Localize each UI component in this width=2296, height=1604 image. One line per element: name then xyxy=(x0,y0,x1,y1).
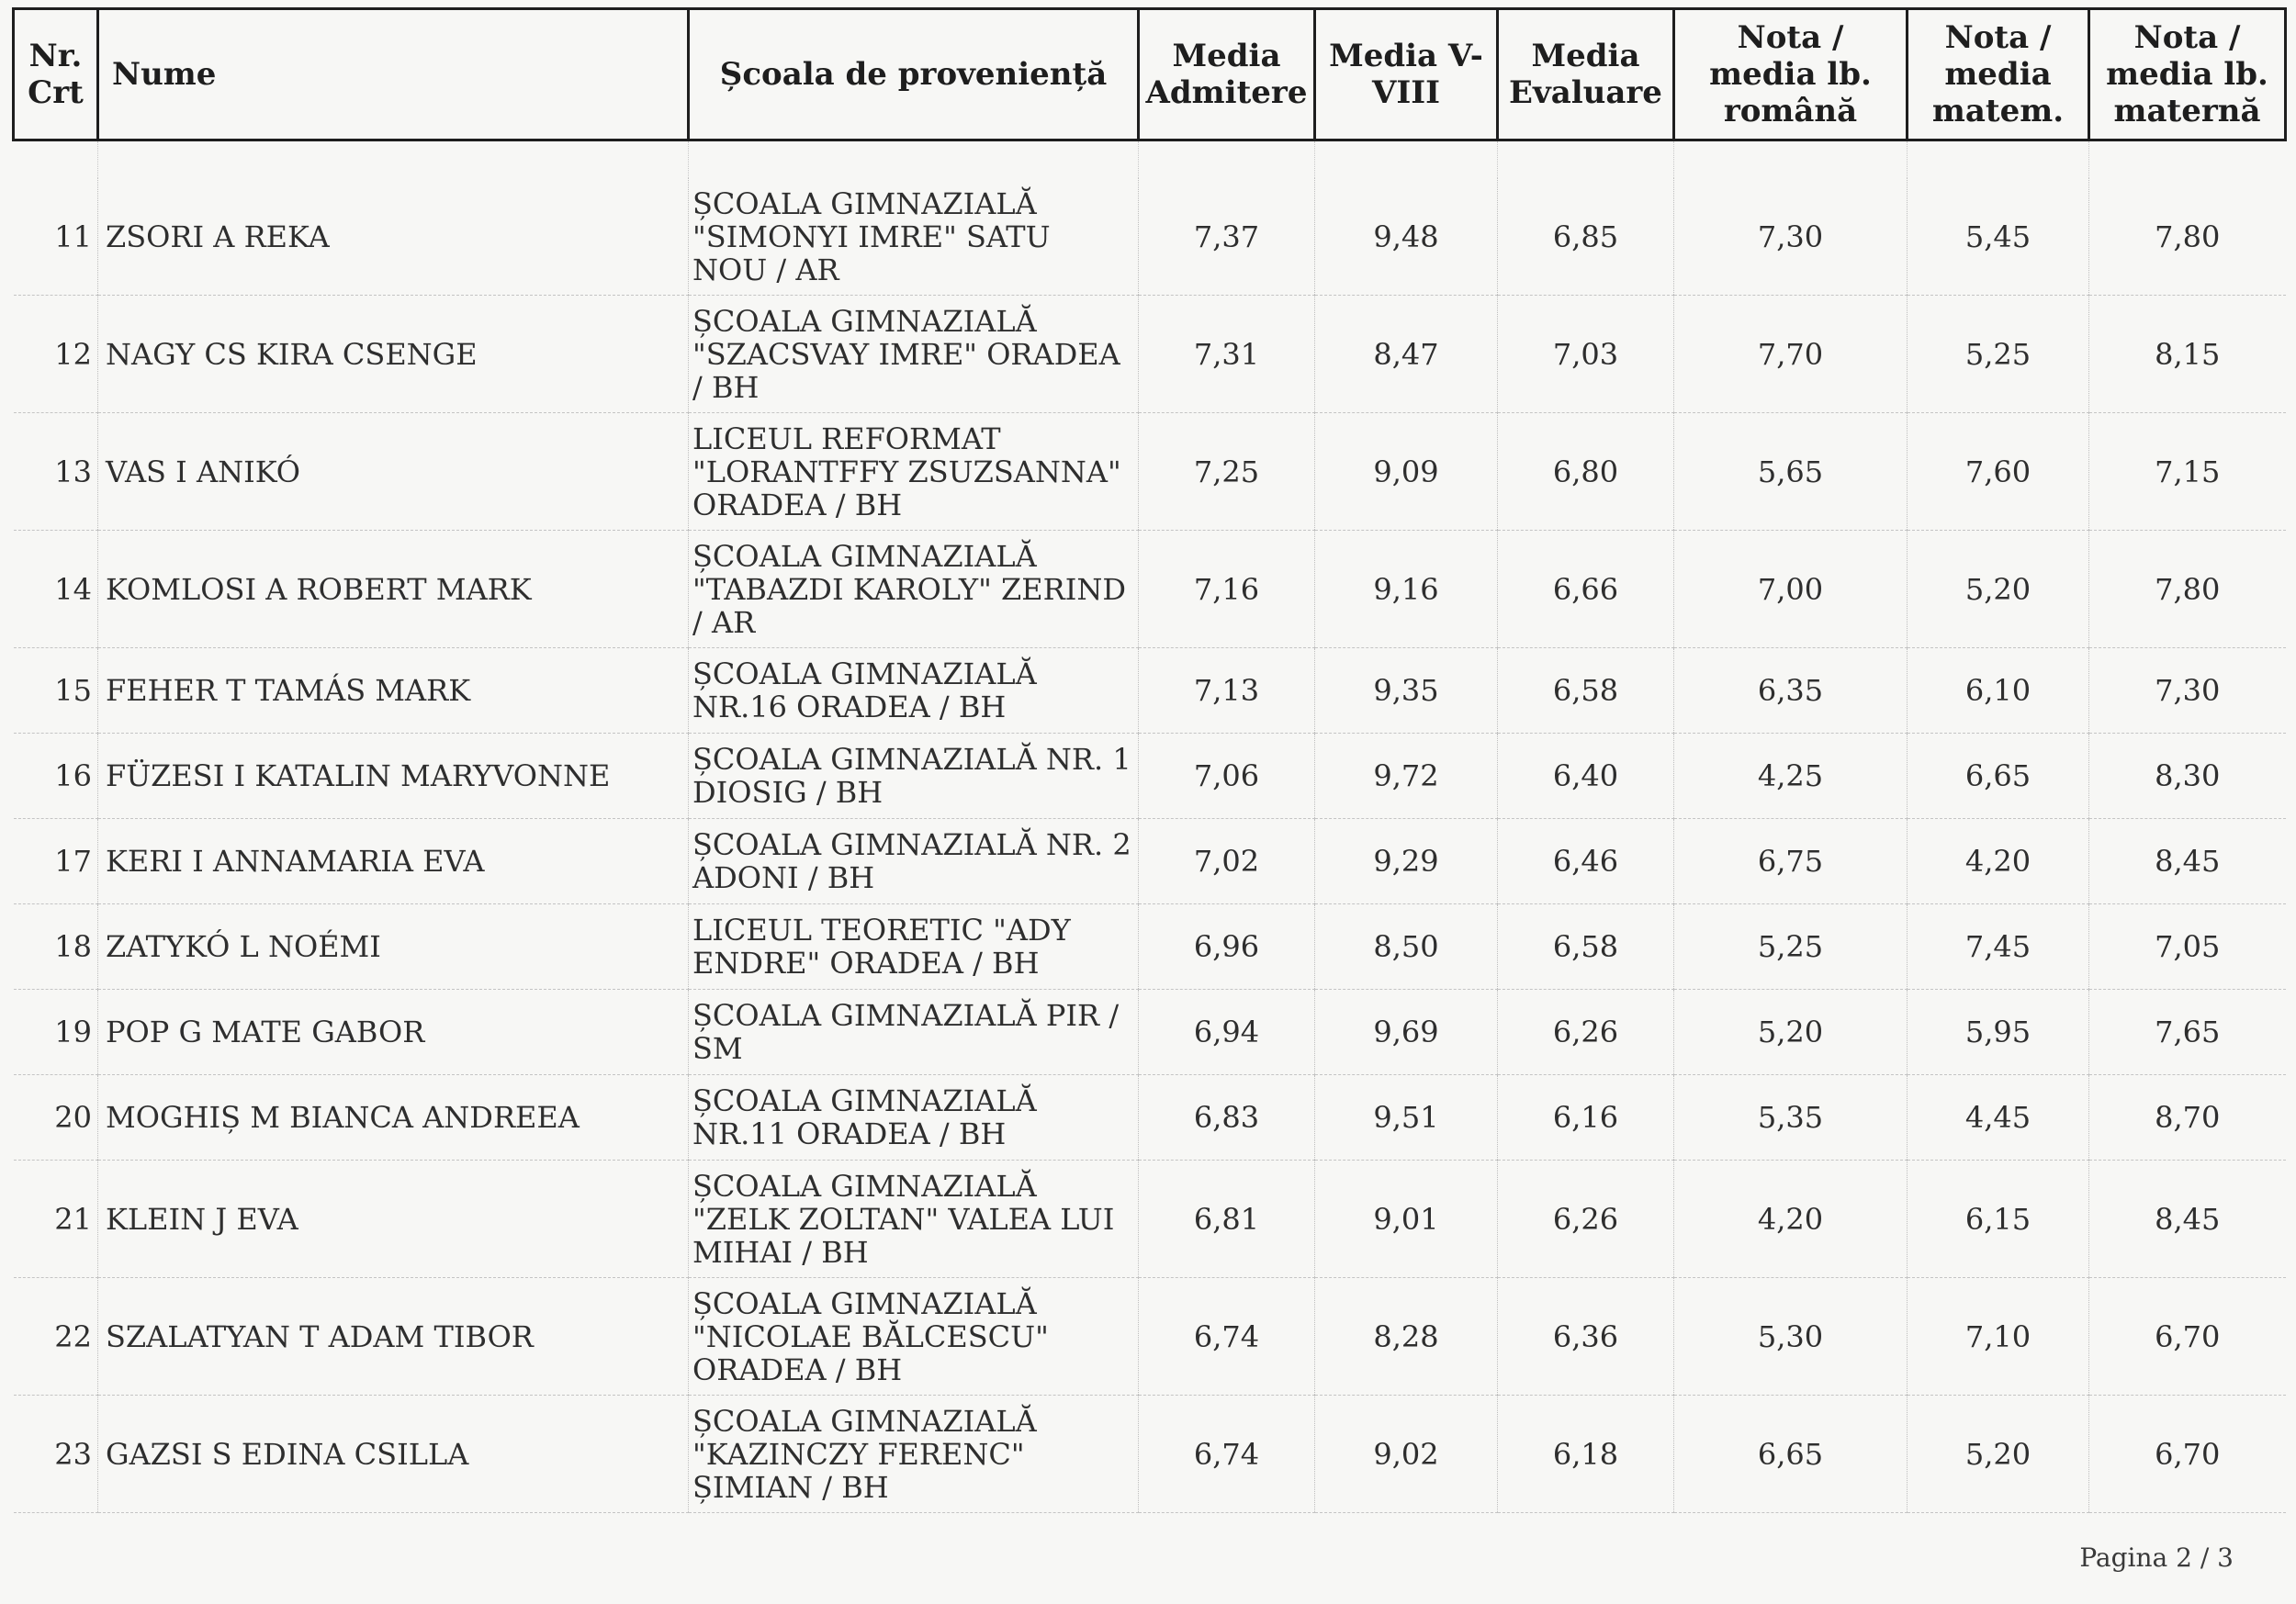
cell-media-admitere: 7,31 xyxy=(1139,296,1315,413)
cell-media-v-viii: 8,28 xyxy=(1315,1278,1498,1396)
cell-nota-materna: 7,05 xyxy=(2089,904,2286,990)
cell-media-evaluare: 6,26 xyxy=(1498,1161,1674,1278)
cell-nr: 14 xyxy=(14,531,98,648)
cell-nota-matem: 6,10 xyxy=(1908,648,2089,734)
cell-nota-materna: 7,80 xyxy=(2089,178,2286,296)
cell-scoala: ȘCOALA GIMNAZIALĂ NR. 1 DIOSIG / BH xyxy=(689,734,1139,819)
cell-media-v-viii: 9,48 xyxy=(1315,178,1498,296)
cell-nume: ZSORI A REKA xyxy=(98,178,689,296)
cell-nota-materna: 6,70 xyxy=(2089,1278,2286,1396)
cell-nota-matem: 7,60 xyxy=(1908,413,2089,531)
cell-nr: 11 xyxy=(14,178,98,296)
cell-nota-materna: 7,30 xyxy=(2089,648,2286,734)
cell-nr: 16 xyxy=(14,734,98,819)
cell-nr: 18 xyxy=(14,904,98,990)
cell-nota-matem: 5,20 xyxy=(1908,1396,2089,1513)
cell-scoala: LICEUL REFORMAT "LORANTFFY ZSUZSANNA" ORADEA / BH xyxy=(689,413,1139,531)
cell-nota-romana: 5,25 xyxy=(1674,904,1908,990)
cell-nota-matem: 5,20 xyxy=(1908,531,2089,648)
cell-media-v-viii: 9,16 xyxy=(1315,531,1498,648)
cell-media-admitere: 6,96 xyxy=(1139,904,1315,990)
cell-nota-matem: 6,15 xyxy=(1908,1161,2089,1278)
table-row xyxy=(14,819,2286,904)
table-row xyxy=(14,734,2286,819)
cell-scoala: ȘCOALA GIMNAZIALĂ NR.11 ORADEA / BH xyxy=(689,1075,1139,1161)
cell-nr: 13 xyxy=(14,413,98,531)
cell-nota-matem: 7,45 xyxy=(1908,904,2089,990)
cell-nota-romana: 7,00 xyxy=(1674,531,1908,648)
cell-media-v-viii: 9,51 xyxy=(1315,1075,1498,1161)
header-nota-romana: Nota / media lb. română xyxy=(1674,9,1908,140)
cell-media-v-viii: 9,29 xyxy=(1315,819,1498,904)
cell-scoala: ȘCOALA GIMNAZIALĂ PIR / SM xyxy=(689,990,1139,1075)
cell-nume: KERI I ANNAMARIA EVA xyxy=(98,819,689,904)
cell-media-evaluare: 6,36 xyxy=(1498,1278,1674,1396)
cell-nota-matem: 7,10 xyxy=(1908,1278,2089,1396)
table-header xyxy=(14,9,2286,140)
cell-scoala: ȘCOALA GIMNAZIALĂ "ZELK ZOLTAN" VALEA LUI MIHAI / BH xyxy=(689,1161,1139,1278)
header-nume: Nume xyxy=(98,9,689,140)
cell-scoala: ȘCOALA GIMNAZIALĂ "SZACSVAY IMRE" ORADEA / BH xyxy=(689,296,1139,413)
cell-nr: 20 xyxy=(14,1075,98,1161)
cell-nota-materna: 8,15 xyxy=(2089,296,2286,413)
header-nr: Nr. Crt xyxy=(14,9,98,140)
table-row xyxy=(14,1075,2286,1161)
header-media-admitere: Media Admitere xyxy=(1139,9,1315,140)
header-media-v-viii: Media V-VIII xyxy=(1315,9,1498,140)
cell-nota-romana: 5,65 xyxy=(1674,413,1908,531)
cell-media-evaluare: 6,40 xyxy=(1498,734,1674,819)
cell-media-v-viii: 9,01 xyxy=(1315,1161,1498,1278)
cell-nr: 22 xyxy=(14,1278,98,1396)
cell-nota-romana: 4,25 xyxy=(1674,734,1908,819)
cell-media-evaluare: 6,85 xyxy=(1498,178,1674,296)
cell-media-evaluare: 6,46 xyxy=(1498,819,1674,904)
cell-media-admitere: 7,13 xyxy=(1139,648,1315,734)
cell-nota-materna: 8,70 xyxy=(2089,1075,2286,1161)
cell-nota-materna: 6,70 xyxy=(2089,1396,2286,1513)
cell-media-v-viii: 8,47 xyxy=(1315,296,1498,413)
table-row xyxy=(14,1161,2286,1278)
cell-nume: MOGHIȘ M BIANCA ANDREEA xyxy=(98,1075,689,1161)
cell-scoala: ȘCOALA GIMNAZIALĂ "TABAZDI KAROLY" ZERIND / AR xyxy=(689,531,1139,648)
cell-nume: KLEIN J EVA xyxy=(98,1161,689,1278)
cell-media-admitere: 6,83 xyxy=(1139,1075,1315,1161)
cell-nota-materna: 8,45 xyxy=(2089,1161,2286,1278)
cell-nume: GAZSI S EDINA CSILLA xyxy=(98,1396,689,1513)
cell-nota-matem: 5,95 xyxy=(1908,990,2089,1075)
cell-nota-matem: 4,45 xyxy=(1908,1075,2089,1161)
cell-media-admitere: 7,06 xyxy=(1139,734,1315,819)
table-body xyxy=(14,140,2286,1513)
header-media-evaluare: Media Evaluare xyxy=(1498,9,1674,140)
cell-nota-romana: 6,65 xyxy=(1674,1396,1908,1513)
cell-media-v-viii: 8,50 xyxy=(1315,904,1498,990)
cell-nota-romana: 6,35 xyxy=(1674,648,1908,734)
cell-scoala: ȘCOALA GIMNAZIALĂ "KAZINCZY FERENC" ȘIMIAN / BH xyxy=(689,1396,1139,1513)
cell-nota-romana: 5,35 xyxy=(1674,1075,1908,1161)
page-number: Pagina 2 / 3 xyxy=(2079,1542,2234,1573)
table-row xyxy=(14,178,2286,296)
cell-scoala: ȘCOALA GIMNAZIALĂ "NICOLAE BĂLCESCU" ORADEA / BH xyxy=(689,1278,1139,1396)
cell-nume: VAS I ANIKÓ xyxy=(98,413,689,531)
cell-media-evaluare: 7,03 xyxy=(1498,296,1674,413)
cell-nota-materna: 7,15 xyxy=(2089,413,2286,531)
cell-scoala: ȘCOALA GIMNAZIALĂ NR. 2 ADONI / BH xyxy=(689,819,1139,904)
cell-media-v-viii: 9,69 xyxy=(1315,990,1498,1075)
results-table xyxy=(12,7,2287,1513)
table-row xyxy=(14,413,2286,531)
cell-nume: FEHER T TAMÁS MARK xyxy=(98,648,689,734)
cell-nota-matem: 5,25 xyxy=(1908,296,2089,413)
cell-nota-matem: 5,45 xyxy=(1908,178,2089,296)
cell-nota-romana: 7,30 xyxy=(1674,178,1908,296)
cell-scoala: ȘCOALA GIMNAZIALĂ NR.16 ORADEA / BH xyxy=(689,648,1139,734)
cell-nota-matem: 6,65 xyxy=(1908,734,2089,819)
cell-nota-romana: 4,20 xyxy=(1674,1161,1908,1278)
cell-media-admitere: 7,02 xyxy=(1139,819,1315,904)
cell-nume: FÜZESI I KATALIN MARYVONNE xyxy=(98,734,689,819)
cell-nota-materna: 8,45 xyxy=(2089,819,2286,904)
cell-nume: POP G MATE GABOR xyxy=(98,990,689,1075)
cell-media-v-viii: 9,02 xyxy=(1315,1396,1498,1513)
cell-media-admitere: 6,74 xyxy=(1139,1396,1315,1513)
cell-nota-romana: 5,30 xyxy=(1674,1278,1908,1396)
cell-media-evaluare: 6,80 xyxy=(1498,413,1674,531)
cell-nr: 21 xyxy=(14,1161,98,1278)
cell-nr: 23 xyxy=(14,1396,98,1513)
cell-media-admitere: 7,25 xyxy=(1139,413,1315,531)
cell-nume: NAGY CS KIRA CSENGE xyxy=(98,296,689,413)
cell-media-evaluare: 6,18 xyxy=(1498,1396,1674,1513)
header-nota-materna: Nota / media lb. maternă xyxy=(2089,9,2286,140)
header-nota-matem: Nota / media matem. xyxy=(1908,9,2089,140)
table-row xyxy=(14,1396,2286,1513)
cell-nume: SZALATYAN T ADAM TIBOR xyxy=(98,1278,689,1396)
table-row xyxy=(14,990,2286,1075)
cell-nota-materna: 7,65 xyxy=(2089,990,2286,1075)
table-row xyxy=(14,904,2286,990)
cell-media-evaluare: 6,16 xyxy=(1498,1075,1674,1161)
cell-media-admitere: 6,74 xyxy=(1139,1278,1315,1396)
cell-media-evaluare: 6,26 xyxy=(1498,990,1674,1075)
cell-nota-romana: 5,20 xyxy=(1674,990,1908,1075)
cell-scoala: LICEUL TEORETIC "ADY ENDRE" ORADEA / BH xyxy=(689,904,1139,990)
table-row xyxy=(14,531,2286,648)
cell-nota-materna: 8,30 xyxy=(2089,734,2286,819)
cell-media-admitere: 6,81 xyxy=(1139,1161,1315,1278)
cell-nume: KOMLOSI A ROBERT MARK xyxy=(98,531,689,648)
cell-media-admitere: 7,16 xyxy=(1139,531,1315,648)
cell-nota-romana: 6,75 xyxy=(1674,819,1908,904)
cell-nr: 19 xyxy=(14,990,98,1075)
cell-nota-romana: 7,70 xyxy=(1674,296,1908,413)
cell-nr: 17 xyxy=(14,819,98,904)
table-row xyxy=(14,648,2286,734)
header-scoala: Școala de proveniență xyxy=(689,9,1139,140)
table-row xyxy=(14,296,2286,413)
cell-media-v-viii: 9,35 xyxy=(1315,648,1498,734)
cell-media-v-viii: 9,72 xyxy=(1315,734,1498,819)
cell-media-admitere: 7,37 xyxy=(1139,178,1315,296)
cell-nota-materna: 7,80 xyxy=(2089,531,2286,648)
cell-nota-matem: 4,20 xyxy=(1908,819,2089,904)
cell-nr: 15 xyxy=(14,648,98,734)
cell-media-evaluare: 6,66 xyxy=(1498,531,1674,648)
cell-media-admitere: 6,94 xyxy=(1139,990,1315,1075)
cell-nume: ZATYKÓ L NOÉMI xyxy=(98,904,689,990)
cell-media-evaluare: 6,58 xyxy=(1498,904,1674,990)
cell-nr: 12 xyxy=(14,296,98,413)
cell-media-evaluare: 6,58 xyxy=(1498,648,1674,734)
table-row xyxy=(14,1278,2286,1396)
cell-scoala: ȘCOALA GIMNAZIALĂ "SIMONYI IMRE" SATU NOU / AR xyxy=(689,178,1139,296)
cell-media-v-viii: 9,09 xyxy=(1315,413,1498,531)
